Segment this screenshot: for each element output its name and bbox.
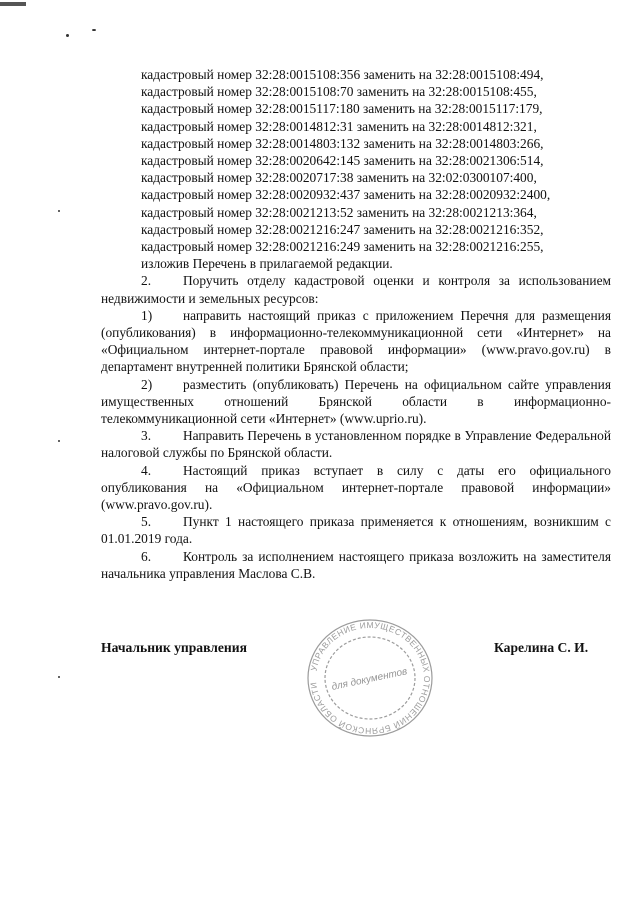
cadastral-line: кадастровый номер 32:28:0021213:52 заменить на 32:28:0021213:364,	[141, 204, 537, 220]
paragraph-text: Направить Перечень в установленном порядке в Управление Федеральной налоговой службы по Брянской области.	[101, 428, 611, 461]
paragraph-2	[101, 272, 611, 306]
signatory-name: Карелина С. И.	[494, 640, 589, 655]
cadastral-closing-line: изложив Перечень в прилагаемой редакции.	[141, 256, 393, 272]
scan-speck	[58, 210, 60, 212]
cadastral-line: кадастровый номер 32:28:0021216:249 заменить на 32:28:0021216:255,	[141, 239, 544, 255]
scan-speck	[58, 676, 60, 678]
cadastral-line: кадастровый номер 32:28:0014803:132 заменить на 32:28:0014803:266,	[141, 135, 544, 151]
paragraph-text: Настоящий приказ вступает в силу с даты его официального опубликования на «Официальном интернет-портале правовой информации» (www.pravo.gov.ru).	[101, 462, 611, 513]
paragraph-6	[101, 548, 611, 582]
order-body	[101, 66, 611, 582]
paragraph-text: Контроль за исполнением настоящего приказа возложить на заместителя начальника управления Маслова С.В.	[101, 548, 611, 581]
paragraph-4	[101, 462, 611, 514]
paragraph-number: 6.	[141, 548, 152, 564]
signatory-position: Начальник управления	[101, 640, 247, 655]
paragraph-text: направить настоящий приказ с приложением Перечня для размещения (опубликования) в информационно-телекоммуникационной сети «Интернет» на «Официальном интернет-портале правовой информации» (www.pravo.gov.ru) в департамент внутренней политики Брянской области;	[101, 307, 611, 375]
cadastral-line: кадастровый номер 32:28:0015117:180 заменить на 32:28:0015117:179,	[141, 101, 543, 117]
paragraph-number: 3.	[141, 428, 152, 444]
paragraph-5	[101, 513, 611, 547]
scan-speck	[66, 34, 69, 37]
scan-speck	[92, 29, 96, 31]
cadastral-line: кадастровый номер 32:28:0015108:70 заменить на 32:28:0015108:455,	[141, 84, 537, 100]
paragraph-2-1	[101, 307, 611, 376]
stamp-ring-text: УПРАВЛЕНИЕ ИМУЩЕСТВЕННЫХ ОТНОШЕНИЙ БРЯНСКОЙ ОБЛАСТИ	[308, 619, 433, 737]
paragraph-text: Поручить отделу кадастровой оценки и контроля за использованием недвижимости и земельных ресурсов:	[101, 273, 611, 306]
paragraph-number: 5.	[141, 514, 152, 530]
paragraph-text: Пункт 1 настоящего приказа применяется к отношениям, возникшим с 01.01.2019 года.	[101, 514, 611, 547]
cadastral-line: кадастровый номер 32:28:0020642:145 заменить на 32:28:0021306:514,	[141, 153, 544, 169]
paragraph-2-2	[101, 376, 611, 428]
scan-speck	[58, 440, 60, 442]
paragraph-number: 4.	[141, 462, 152, 478]
cadastral-line: кадастровый номер 32:28:0020932:437 заменить на 32:28:0020932:2400,	[141, 187, 551, 203]
cadastral-line: кадастровый номер 32:28:0015108:356 заменить на 32:28:0015108:494,	[141, 67, 544, 82]
cadastral-line: кадастровый номер 32:28:0021216:247 заменить на 32:28:0021216:352,	[141, 221, 544, 237]
paragraph-3	[101, 427, 611, 461]
scan-corner-mark	[0, 0, 28, 8]
paragraph-text: разместить (опубликовать) Перечень на официальном сайте управления имущественных отношений Брянской области в информационно-телекоммуникационной сети «Интернет» (www.uprio.ru).	[101, 376, 611, 427]
official-stamp-seal	[300, 612, 440, 742]
subitem-number: 1)	[141, 307, 153, 323]
stamp-center-text: для документов	[330, 666, 409, 693]
cadastral-line: кадастровый номер 32:28:0014812:31 заменить на 32:28:0014812:321,	[141, 118, 537, 134]
cadastral-line: кадастровый номер 32:28:0020717:38 заменить на 32:02:0300107:400,	[141, 170, 537, 186]
subitem-number: 2)	[141, 376, 153, 392]
paragraph-number: 2.	[141, 273, 152, 289]
